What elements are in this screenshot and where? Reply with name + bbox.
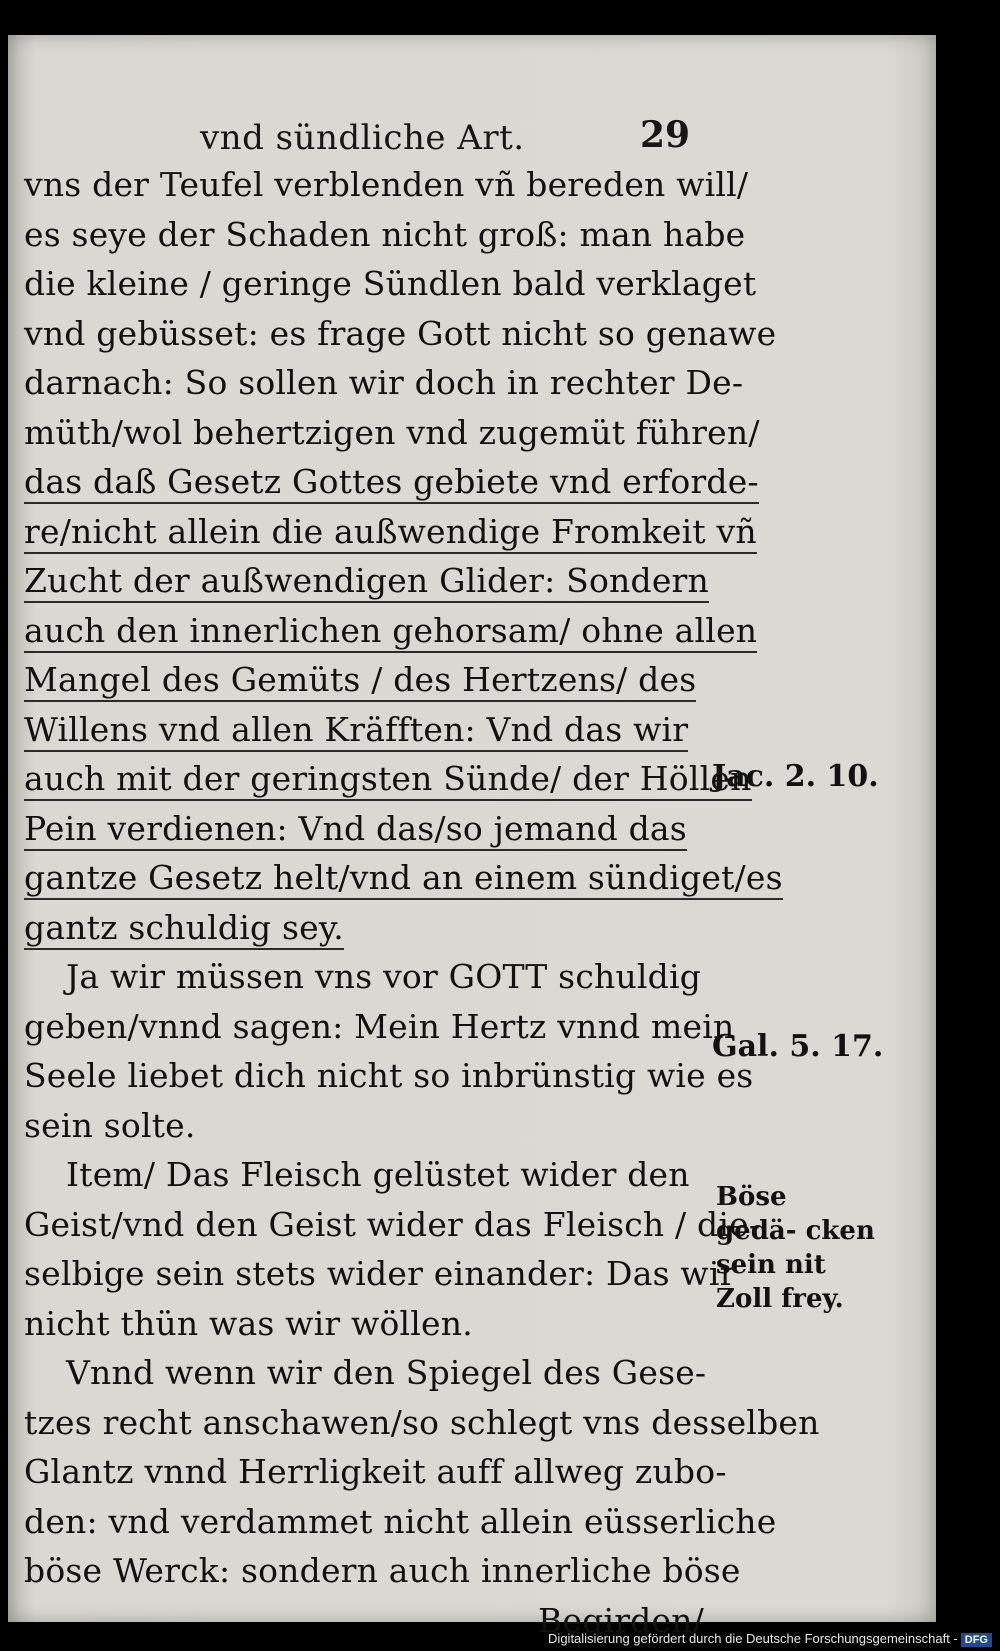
- digitization-credit: [548, 1631, 992, 1647]
- underlined-text: gantz schuldig sey.: [24, 908, 344, 950]
- margin-note-boese: Böse gedä- cken sein nit Zoll frey.: [716, 1182, 875, 1314]
- text-line-underlined: [24, 655, 724, 705]
- margin-note-gal: Gal. 5. 17.: [712, 1029, 884, 1064]
- text-line-underlined: [24, 507, 757, 557]
- text-line-underlined: [24, 804, 724, 854]
- text-line: es seye der Schaden nicht groß: man habe: [24, 214, 746, 254]
- text-line-underlined: [24, 457, 759, 507]
- text-line-underlined: [24, 556, 724, 606]
- text-line: Vnnd wenn wir den Spiegel des Gese-: [66, 1353, 707, 1392]
- text-line: selbige sein stets wider einander: Das wir: [24, 1254, 736, 1293]
- text-line: Glantz vnnd Herrligkeit auff allweg zubo-: [24, 1452, 727, 1491]
- underlined-text: Willens vnd allen Kräfften: Vnd das wir: [24, 710, 688, 752]
- underlined-text: re/nicht allein die außwendige Fromkeit vñ: [24, 512, 757, 554]
- text-line: böse Werck: sondern auch innerliche böse: [24, 1551, 741, 1590]
- text-line: vns der Teufel verblenden vñ bereden will/: [24, 165, 749, 204]
- underlined-text: auch mit der geringsten Sünde/ der Höllen: [24, 759, 752, 801]
- text-line: Geist/vnd den Geist wider das Fleisch / die-: [24, 1204, 761, 1244]
- underlined-text: Mangel des Gemüts / des Hertzens/ des: [24, 660, 696, 702]
- text-line: sein solte.: [24, 1105, 196, 1145]
- underlined-text: Zucht der außwendigen Glider: Sondern: [24, 561, 709, 603]
- text-line-underlined: [24, 853, 783, 903]
- text-line-underlined: [24, 903, 724, 953]
- credit-text: Digitalisierung gefördert durch die Deutsche Forschungsgemeinschaft -: [548, 1631, 958, 1646]
- text-line: den: vnd verdammet nicht allein eüsserliche: [24, 1501, 777, 1541]
- underlined-text: gantze Gesetz helt/vnd an einem sündiget/es: [24, 858, 783, 900]
- dfg-logo: DFG: [961, 1633, 992, 1647]
- text-line: vnd gebüsset: es frage Gott nicht so genawe: [24, 313, 777, 353]
- text-line-underlined: [24, 606, 758, 656]
- catchword: Begirden/: [537, 1600, 704, 1640]
- text-line: Ja wir müssen vns vor GOTT schuldig: [66, 957, 702, 996]
- underlined-text: das daß Gesetz Gottes gebiete vnd erforde-: [24, 462, 759, 504]
- text-line-underlined: [24, 705, 724, 755]
- text-line: geben/vnnd sagen: Mein Hertz vnnd mein: [24, 1006, 735, 1046]
- text-line: die kleine / geringe Sündlen bald verklaget: [24, 264, 757, 303]
- running-head: vnd sündliche Art.: [200, 118, 525, 158]
- text-line: darnach: So sollen wir doch in rechter De-: [24, 363, 744, 402]
- underlined-text: Pein verdienen: Vnd das/so jemand das: [24, 809, 687, 851]
- margin-note-jac: Jac. 2. 10.: [712, 759, 879, 794]
- text-line: Seele liebet dich nicht so inbrünstig wie es: [24, 1056, 754, 1095]
- text-line: Item/ Das Fleisch gelüstet wider den: [66, 1155, 690, 1194]
- underlined-text: auch den innerlichen gehorsam/ ohne allen: [24, 611, 757, 653]
- text-line-underlined: [24, 754, 752, 804]
- text-line: nicht thün was wir wöllen.: [24, 1303, 473, 1343]
- page-number: 29: [640, 114, 691, 156]
- text-line: tzes recht anschawen/so schlegt vns desselben: [24, 1402, 820, 1442]
- text-line: müth/wol behertzigen vnd zugemüt führen/: [24, 412, 760, 452]
